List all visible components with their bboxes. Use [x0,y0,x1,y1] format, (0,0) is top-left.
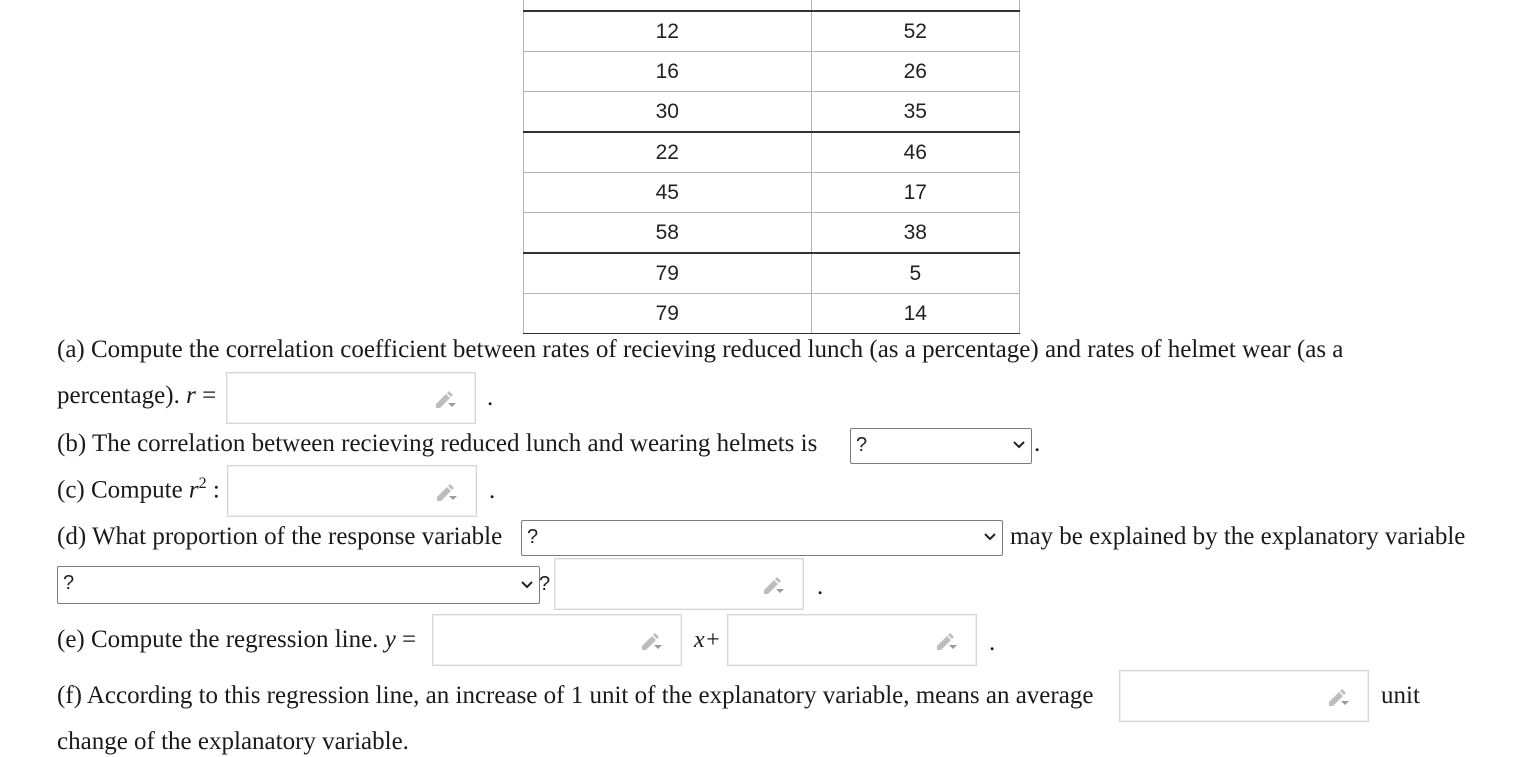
table-cell: 30 [524,92,812,133]
pencil-icon[interactable] [934,631,958,651]
pencil-icon[interactable] [1326,687,1350,707]
table-cell: 45 [524,173,812,213]
question-e-text: (e) Compute the regression line. [57,626,379,653]
var-y: y [384,626,396,653]
table-row [524,213,1020,254]
answer-input-c[interactable] [227,465,477,517]
question-b-text: (b) The correlation between recieving reduced lunch and wearing helmets is [57,430,818,457]
table-cell: 79 [524,294,812,334]
table-row [524,92,1020,133]
question-f-line2: change of the explanatory variable. [57,728,409,755]
table-row [524,11,1020,52]
intercept-input[interactable] [727,614,977,666]
pencil-icon[interactable] [433,389,457,409]
table-cell: 26 [811,52,1019,92]
period: . [989,629,996,656]
equals-sign: = [402,626,417,653]
pencil-icon[interactable] [639,631,663,651]
period: . [1034,430,1041,457]
table-cell: 38 [811,213,1019,254]
answer-input-d[interactable] [554,558,804,610]
chevron-down-icon [521,581,533,589]
question-a-text-cont: percentage). [57,382,180,409]
pencil-icon[interactable] [761,575,785,595]
question-e-line [57,626,416,654]
table-cell: 35 [811,92,1019,133]
question-c-line [57,475,220,504]
table-cell: 79 [524,253,812,294]
equals-sign: = [202,382,217,409]
explanatory-variable-select[interactable] [57,566,540,604]
question-c-text: (c) Compute [57,476,183,504]
answer-input-a[interactable] [226,372,476,424]
period: . [489,477,496,504]
exponent: 2 [198,475,207,492]
table-cell: 58 [524,213,812,254]
chevron-down-icon [1013,441,1025,449]
table-row [524,294,1020,334]
table-cell: 12 [524,11,812,52]
table-cell: 5 [811,253,1019,294]
table-row [524,253,1020,294]
response-variable-value: ? [527,526,539,548]
table-row [524,132,1020,173]
question-a-text: (a) Compute the correlation coefficient between rates of recieving reduced lunch (as a percentage) and rates of helmet wear (as a [57,336,1344,363]
x-plus: x+ [694,627,721,653]
pencil-icon[interactable] [434,482,458,502]
question-f-text: (f) According to this regression line, an increase of 1 unit of the explanatory variable, means an average [57,682,1094,709]
question-d-text-cont: may be explained by the explanatory variable [1010,523,1466,550]
period: . [487,384,494,411]
correlation-select-value: ? [856,434,868,456]
colon: : [212,476,220,504]
table-row [524,173,1020,213]
table-row [524,52,1020,92]
var-r: r [188,476,199,504]
question-d-text: (d) What proportion of the response variable [57,523,503,550]
chevron-down-icon [984,533,996,541]
unit-label: unit [1381,682,1420,709]
period: . [817,573,824,600]
var-r: r [186,382,196,409]
explanatory-variable-value: ? [63,572,75,594]
correlation-select[interactable] [850,428,1032,464]
response-variable-select[interactable] [521,520,1003,556]
data-table [523,0,1020,334]
table-cell: 14 [811,294,1019,334]
table-header-row [524,0,1020,11]
table-cell: 52 [811,11,1019,52]
table-cell: 22 [524,132,812,173]
table-cell: 17 [811,173,1019,213]
table-cell: 16 [524,52,812,92]
table-cell: 46 [811,132,1019,173]
question-mark: ? [539,573,551,595]
question-a-line2 [57,382,216,410]
slope-input[interactable] [432,614,682,666]
answer-input-f[interactable] [1119,670,1369,722]
